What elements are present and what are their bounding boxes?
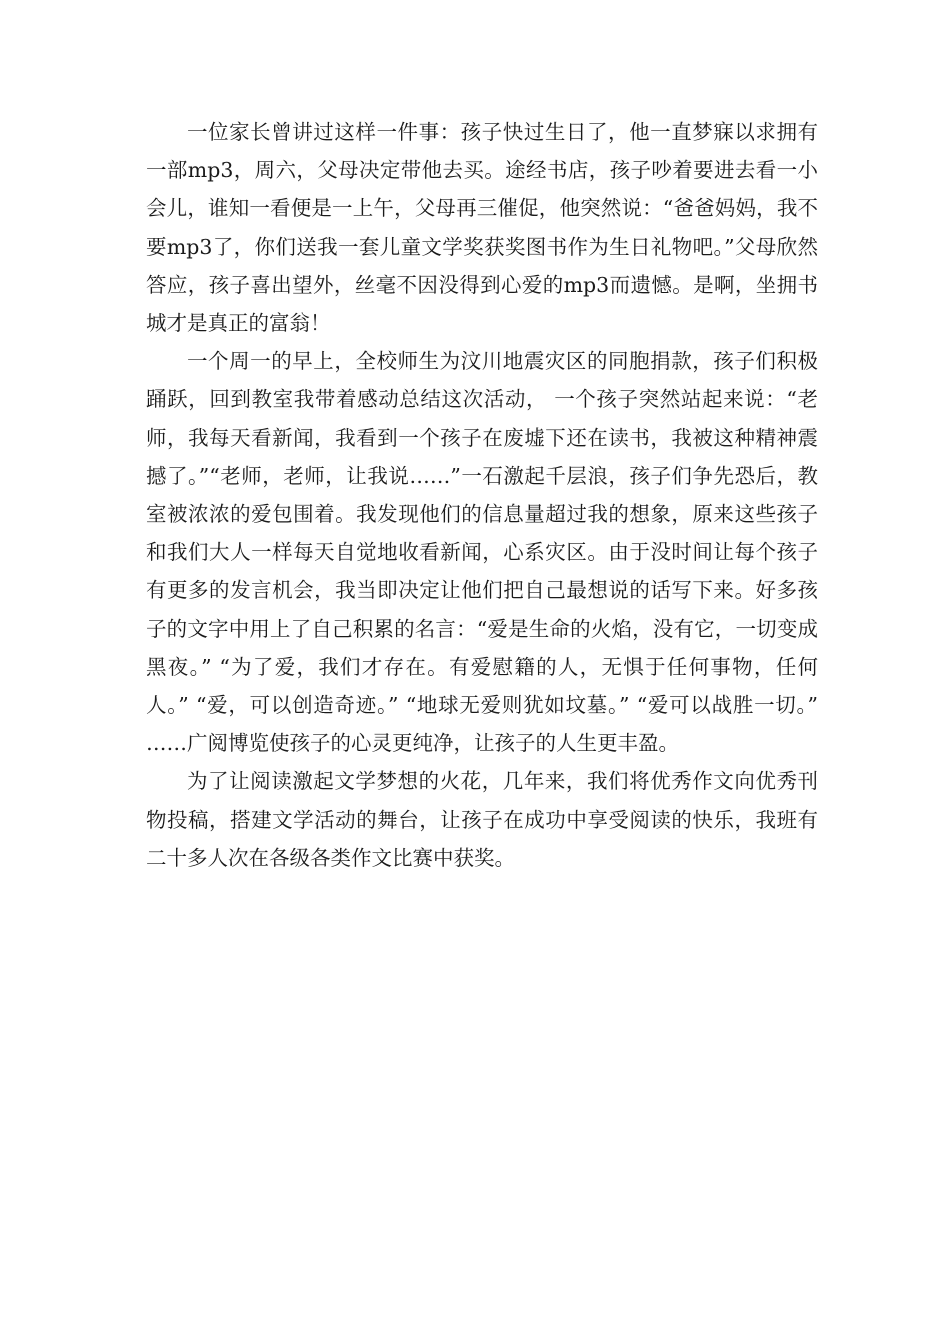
- paragraph-birthday-mp3: 一位家长曾讲过这样一件事：孩子快过生日了，他一直梦寐以求拥有一部mp3，周六，父母决定带他去买。途经书店，孩子吵着要进去看一小会儿，谁知一看便是一上午，父母再三催促，他突然说：“爸爸妈妈，我不要mp3了，你们送我一套儿童文学奖获奖图书作为生日礼物吧。”父母欣然答应，孩子喜出望外，丝毫不因没得到心爱的mp3而遗憾。是啊，坐拥书城才是真正的富翁！: [146, 120, 818, 336]
- paragraph-writing-awards: 为了让阅读激起文学梦想的火花，几年来，我们将优秀作文向优秀刊物投稿，搭建文学活动的舞台，让孩子在成功中享受阅读的快乐，我班有二十多人次在各级各类作文比赛中获奖。: [146, 769, 818, 870]
- document-body: [146, 113, 818, 877]
- paragraph-earthquake-donation: 一个周一的早上，全校师生为汶川地震灾区的同胞捐款，孩子们积极踊跃，回到教室我带着感动总结这次活动， 一个孩子突然站起来说：“老师，我每天看新闻，我看到一个孩子在废墟下还在读书，我被这种精神震撼了。”“老师，老师，让我说……”一石激起千层浪，孩子们争先恐后，教室被浓浓的爱包围着。我发现他们的信息量超过我的想象，原来这些孩子和我们大人一样每天自觉地收看新闻，心系灾区。由于没时间让每个孩子有更多的发言机会，我当即决定让他们把自己最想说的话写下来。好多孩子的文字中用上了自己积累的名言：“爱是生命的火焰，没有它，一切变成黑夜。” “为了爱，我们才存在。有爱慰籍的人，无惧于任何事物，任何人。” “爱，可以创造奇迹。” “地球无爱则犹如坟墓。” “爱可以战胜一切。” ……广阅博览使孩子的心灵更纯净，让孩子的人生更丰盈。: [146, 349, 818, 756]
